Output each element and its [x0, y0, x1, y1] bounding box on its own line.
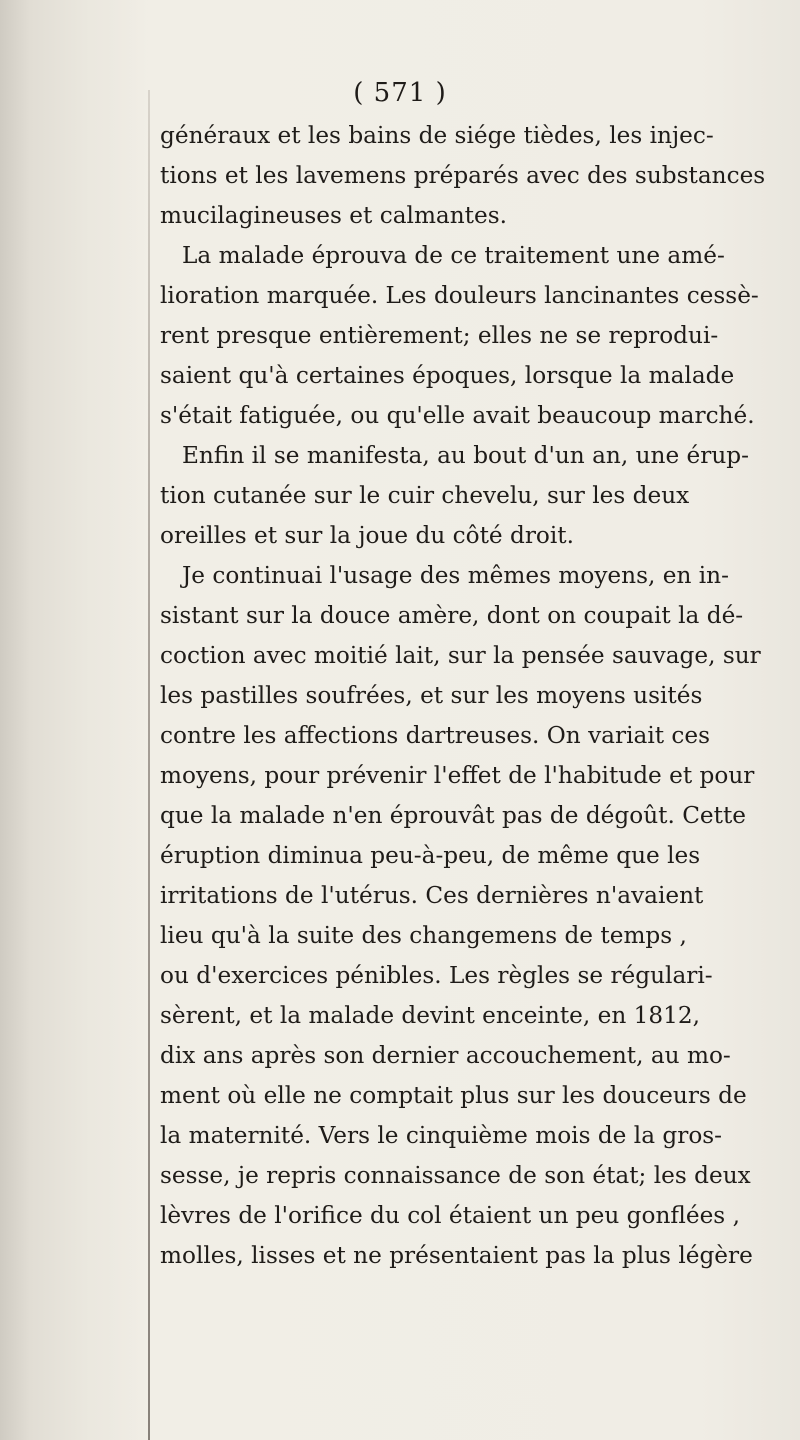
text-line: ou d'exercices pénibles. Les règles se régulari- — [160, 962, 713, 989]
text-line: rent presque entièrement; elles ne se reprodui- — [160, 322, 719, 349]
text-line: coction avec moitié lait, sur la pensée sauvage, sur — [160, 642, 761, 669]
text-line: mucilagineuses et calmantes. — [160, 202, 507, 229]
text-line: sistant sur la douce amère, dont on coupait la dé- — [160, 602, 744, 629]
text-line: les pastilles soufrées, et sur les moyens usités — [160, 682, 703, 709]
text-line: lioration marquée. Les douleurs lancinantes cessè- — [160, 282, 759, 309]
text-line: éruption diminua peu-à-peu, de même que les — [160, 842, 701, 869]
text-line: Je continuai l'usage des mêmes moyens, en in- — [182, 562, 729, 589]
text-line: dix ans après son dernier accouchement, au mo- — [160, 1042, 731, 1069]
text-line: tions et les lavemens préparés avec des substances — [160, 162, 766, 189]
binding-edge — [148, 90, 150, 1440]
page-number-header: ( 571 ) — [353, 78, 447, 108]
text-line: molles, lisses et ne présentaient pas la plus légère — [160, 1242, 753, 1269]
text-line: ment où elle ne comptait plus sur les douceurs de — [160, 1082, 747, 1109]
text-line: moyens, pour prévenir l'effet de l'habitude et pour — [160, 762, 755, 789]
body-text — [160, 116, 766, 1276]
text-line: lieu qu'à la suite des changemens de temps , — [160, 922, 687, 949]
text-line: saient qu'à certaines époques, lorsque la malade — [160, 362, 735, 389]
text-line: oreilles et sur la joue du côté droit. — [160, 522, 574, 549]
text-line: que la malade n'en éprouvât pas de dégoût. Cette — [160, 802, 747, 829]
page-gutter — [0, 0, 150, 1440]
text-line: s'était fatiguée, ou qu'elle avait beaucoup marché. — [160, 402, 755, 429]
text-line: généraux et les bains de siége tièdes, les injec- — [160, 122, 714, 149]
text-line: irritations de l'utérus. Ces dernières n'avaient — [160, 882, 704, 909]
text-line: tion cutanée sur le cuir chevelu, sur les deux — [160, 482, 690, 509]
text-line: la maternité. Vers le cinquième mois de la gros- — [160, 1122, 723, 1149]
text-line: lèvres de l'orifice du col étaient un peu gonflées , — [160, 1202, 740, 1229]
text-line: Enfin il se manifesta, au bout d'un an, une érup- — [182, 442, 749, 469]
text-line: sèrent, et la malade devint enceinte, en 1812, — [160, 1002, 701, 1029]
text-line: contre les affections dartreuses. On variait ces — [160, 722, 711, 749]
text-line: La malade éprouva de ce traitement une amé- — [182, 242, 725, 269]
text-line: sesse, je repris connaissance de son état; les deux — [160, 1162, 751, 1189]
